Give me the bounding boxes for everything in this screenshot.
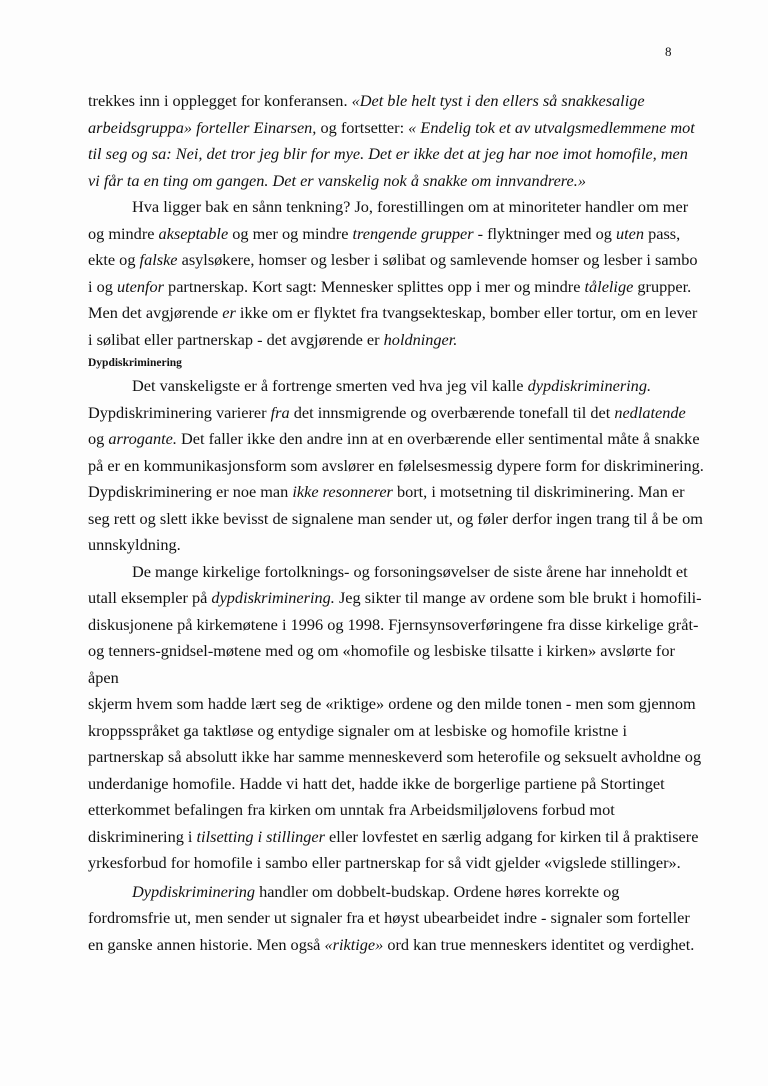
text-run: i sølibat eller partnerskap - det avgjørende er xyxy=(88,329,384,349)
italic-text: trengende grupper xyxy=(352,223,474,243)
text-run: utall eksempler på xyxy=(88,588,212,607)
text-line xyxy=(88,400,688,427)
text-run: skjerm hvem som hadde lært seg de «riktige» ordene og den milde tonen - men som gjennom xyxy=(88,694,696,713)
text-run: en ganske annen historie. Men også xyxy=(88,934,325,954)
text-run: partnerskap så absolutt ikke har samme menneskeverd som heterofile og seksuelt avholdne og xyxy=(88,747,702,766)
text-line xyxy=(88,168,688,195)
text-line xyxy=(88,585,702,612)
text-line xyxy=(88,797,688,824)
text-run: ikke om er flyktet fra tvangsekteskap, bomber eller tortur, om en lever xyxy=(235,303,698,322)
text-run: eller lovfestet en særlig adgang for kirken til å praktisere xyxy=(324,826,699,846)
text-run: handler om dobbelt-budskap. Ordene høres korrekte og xyxy=(255,881,620,901)
text-run: etterkommet befalingen fra kirken om unntak fra Arbeidsmiljølovens forbud mot xyxy=(88,800,615,819)
text-run: seg rett og slett ikke bevisst de signalene man sender ut, og føler derfor ingen trang til å be om xyxy=(88,508,703,528)
text-line xyxy=(88,194,688,221)
text-run: det innsmigrende og overbærende tonefall til det xyxy=(289,402,615,422)
italic-text: nedlatende xyxy=(614,402,686,422)
text-line xyxy=(88,506,703,533)
text-line xyxy=(88,691,696,718)
italic-text: dypdiskriminering. xyxy=(527,376,652,395)
text-run: Men det avgjørende xyxy=(88,303,223,322)
text-run: og mindre xyxy=(88,223,159,243)
text-line xyxy=(88,373,688,400)
italic-text: dypdiskriminering. xyxy=(211,588,335,607)
italic-text: arrogante. xyxy=(108,429,177,448)
text-run: Dypdiskriminering varierer xyxy=(88,402,271,422)
text-line xyxy=(88,327,688,354)
text-run: pass, xyxy=(644,223,681,243)
text-line xyxy=(88,221,688,248)
text-run: i og xyxy=(88,276,117,296)
text-line xyxy=(88,141,688,168)
text-run: og fortsetter: xyxy=(316,117,409,137)
italic-text: tålelige xyxy=(584,276,634,296)
text-run: Jeg sikter til mange av ordene som ble brukt i homofili- xyxy=(334,588,702,607)
text-run: Det vanskeligste er å fortrenge smerten ved hva jeg vil kalle xyxy=(132,376,528,395)
text-run: kroppsspråket ga taktløse og entydige signaler om at lesbiske og homofile kristne i xyxy=(88,720,627,740)
italic-text: tilsetting i stillinger xyxy=(196,826,325,846)
text-run: yrkesforbud for homofile i sambo eller partnerskap for så vidt gjelder «vigslede stillinger». xyxy=(88,853,681,872)
text-line xyxy=(88,850,688,877)
text-line xyxy=(88,638,688,665)
italic-text: arbeidsgruppa» forteller Einarsen, xyxy=(88,117,317,137)
text-line xyxy=(88,479,688,506)
text-line xyxy=(88,453,704,480)
text-line xyxy=(88,771,688,798)
italic-text: til seg og sa: Nei, det tror jeg blir for mye. Det er ikke det at jeg har noe imot homofile, men xyxy=(88,144,688,163)
italic-text: « Endelig tok et av utvalgsmedlemmene mot xyxy=(408,117,695,137)
italic-text: fra xyxy=(270,402,290,422)
text-line xyxy=(88,88,688,115)
paragraph-p4 xyxy=(88,559,702,877)
text-run: på er en kommunikasjonsform som avslører en følelsesmessig dypere form for diskriminering. xyxy=(88,455,704,475)
text-line xyxy=(88,115,695,142)
italic-text: er xyxy=(222,303,236,322)
text-line xyxy=(88,879,688,906)
italic-text: «Det ble helt tyst i den ellers så snakkesalige xyxy=(351,91,645,110)
text-line xyxy=(88,932,695,959)
text-run: partnerskap. Kort sagt: Mennesker splittes opp i mer og mindre xyxy=(163,276,585,296)
text-line xyxy=(88,744,702,771)
text-run: unnskyldning. xyxy=(88,535,181,554)
text-line xyxy=(88,532,688,559)
text-line xyxy=(88,300,698,327)
italic-text: vi får ta en ting om gangen. Det er vanskelig nok å snakke om innvandrere.» xyxy=(88,170,586,190)
text-run: asylsøkere, homser og lesber i sølibat og samlevende homser og lesber i sambo xyxy=(177,250,698,269)
section-heading: Dypdiskriminering xyxy=(88,357,182,369)
text-line xyxy=(88,718,688,745)
text-run: diskusjonene på kirkemøtene i 1996 og 1998. Fjernsynsoverføringene fra disse kirkelige gråt- xyxy=(88,614,699,634)
text-run: underdanige homofile. Hadde vi hatt det, hadde ikke de borgerlige partiene på Stortinget xyxy=(88,773,665,793)
text-run: og mer og mindre xyxy=(228,223,353,243)
text-line xyxy=(88,426,700,453)
italic-text: uten xyxy=(615,223,645,243)
document-body xyxy=(88,88,704,958)
italic-text: Dypdiskriminering xyxy=(132,881,255,901)
text-run: Det faller ikke den andre inn at en overbærende eller sentimental måte å snakke xyxy=(176,429,700,448)
paragraph-p5 xyxy=(88,879,695,959)
text-run: trekkes inn i opplegget for konferansen. xyxy=(88,91,352,110)
text-line xyxy=(88,612,699,639)
paragraph-p1 xyxy=(88,88,695,194)
paragraph-p2 xyxy=(88,194,698,353)
text-run: - flyktninger med og xyxy=(473,223,616,243)
text-run: ord kan true menneskers identitet og verdighet. xyxy=(383,934,695,954)
italic-text: akseptable xyxy=(158,223,229,243)
italic-text: holdninger. xyxy=(383,329,458,349)
text-line xyxy=(88,247,698,274)
italic-text: ikke resonnerer xyxy=(292,482,393,501)
text-line xyxy=(88,274,692,301)
paragraph-p3 xyxy=(88,373,704,559)
text-run: Dypdiskriminering er noe man xyxy=(88,482,293,501)
text-line xyxy=(88,559,688,586)
text-run: ekte og xyxy=(88,250,140,269)
text-run: diskriminering i xyxy=(88,826,197,846)
text-run: grupper. xyxy=(633,276,692,296)
text-run: og tenners-gnidsel-møtene med og om «homofile og lesbiske tilsatte i kirken» avslørte for xyxy=(88,641,675,660)
italic-text: falske xyxy=(139,250,178,269)
page-number: 8 xyxy=(665,44,672,59)
text-run: og xyxy=(88,429,109,448)
italic-text: «riktige» xyxy=(324,934,384,954)
text-run: De mange kirkelige fortolknings- og forsoningsøvelser de siste årene har inneholdt et xyxy=(132,561,688,581)
italic-text: utenfor xyxy=(116,276,164,296)
text-line xyxy=(88,905,688,932)
text-line xyxy=(88,824,699,851)
text-run: Hva ligger bak en sånn tenkning? Jo, forestillingen om at minoriteter handler om mer xyxy=(132,197,689,216)
text-run: fordromsfrie ut, men sender ut signaler fra et høyst ubearbeidet indre - signaler som forteller xyxy=(88,908,690,927)
text-line xyxy=(88,665,688,692)
text-run: bort, i motsetning til diskriminering. Man er xyxy=(392,482,685,501)
text-run: åpen xyxy=(88,667,119,687)
